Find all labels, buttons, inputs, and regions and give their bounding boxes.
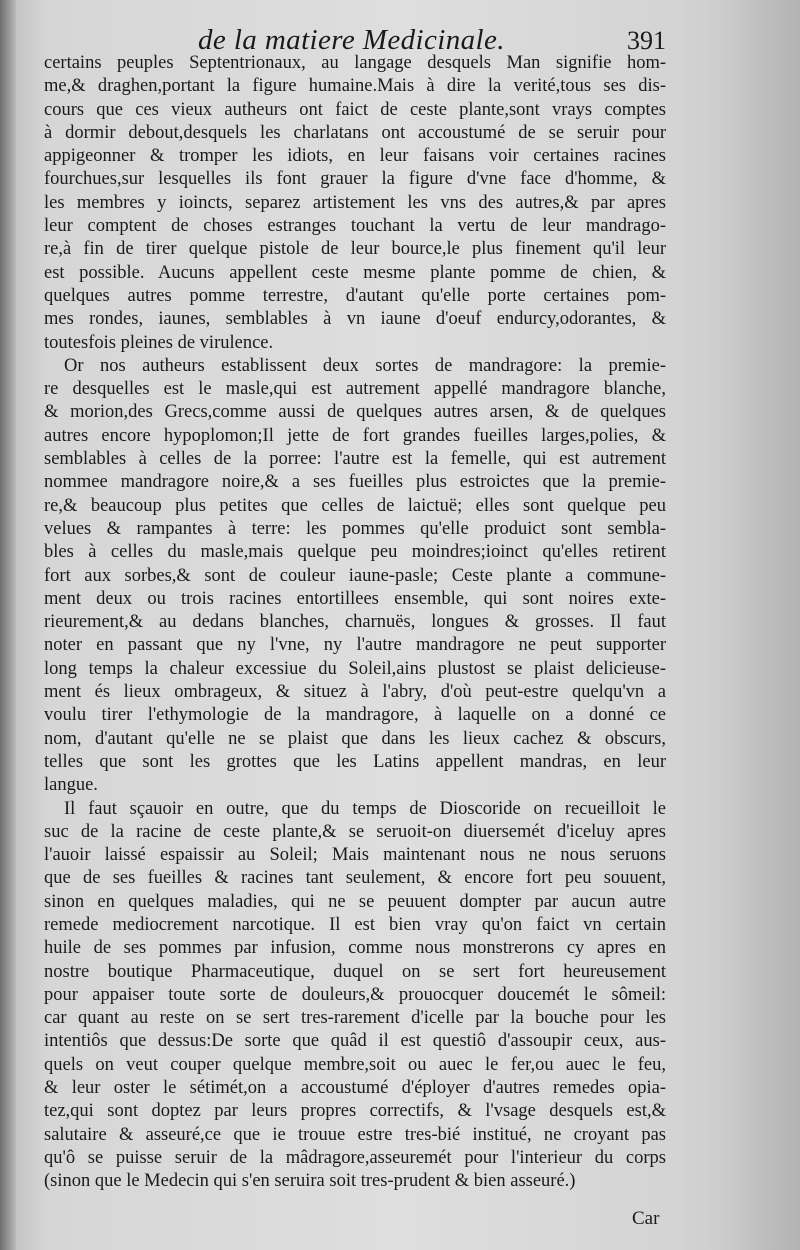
text-line: bles à celles du masle,mais quelque peu moindres;ioinct qu'elles retirent bbox=[44, 542, 666, 563]
text-line: est possible. Aucuns appellent ceste mesme plante pomme de chien, & bbox=[44, 262, 666, 283]
text-line: mes rondes, iaunes, semblables à vn iaune d'oeuf endurcy,odorantes, & bbox=[44, 309, 666, 330]
text-line: intentiôs que dessus:De sorte que quâd il est questiô d'assoupir ceux, aus- bbox=[44, 1031, 666, 1052]
text-line: leur comptent de choses estranges touchant la vertu de leur mandrago- bbox=[44, 216, 666, 237]
text-line: noter en passant que ny l'vne, ny l'autre mandragore ne peut supporter bbox=[44, 635, 666, 656]
paragraph-3 bbox=[44, 798, 666, 1194]
text-line: fort aux sorbes,& sont de couleur iaune-pasle; Ceste plante a commune- bbox=[44, 565, 666, 586]
body-text bbox=[44, 52, 666, 1194]
text-line: salutaire & asseuré,ce que ie trouue estre tres-bié institué, ne croyant pas bbox=[44, 1124, 666, 1145]
text-line: voulu tirer l'ethymologie de la mandragore, à laquelle on a donné ce bbox=[44, 705, 666, 726]
text-line: quels on veut couper quelque membre,soit ou auec le fer,ou auec le feu, bbox=[44, 1054, 666, 1075]
text-line: re,à fin de tirer quelque pistole de leur bource,le plus finement qu'il leur bbox=[44, 239, 666, 260]
page-header bbox=[0, 20, 800, 56]
text-line: que de ses fueilles & racines tant seulement, & encore fort peu souuent, bbox=[44, 868, 666, 889]
text-line: sinon en quelques maladies, qui ne se peuuent dompter par aucun autre bbox=[44, 891, 666, 912]
text-line: telles que sont les grottes que les Latins appellent mandras, en leur bbox=[44, 751, 666, 772]
text-line: qu'ô se puisse seruir de la mâdragore,asseuremét pour l'interieur du corps bbox=[44, 1147, 666, 1168]
text-line: l'auoir laissé espaissir au Soleil; Mais maintenant nous ne nous seruons bbox=[44, 845, 666, 866]
text-line: suc de la racine de ceste plante,& se seruoit-on diuersemét d'iceluy apres bbox=[44, 821, 666, 842]
page-edge-shadow bbox=[680, 0, 800, 1250]
text-line: les membres y ioincts, separez artistement les vns des autres,& par apres bbox=[44, 192, 666, 213]
text-line: quelques autres pomme terrestre, d'autant qu'elle porte certaines pom- bbox=[44, 285, 666, 306]
text-line: certains peuples Septentrionaux, au langage desquels Man signifie hom- bbox=[44, 53, 666, 73]
text-line: fourchues,sur lesquelles ils font grauer la figure d'vne face d'homme, & bbox=[44, 169, 666, 190]
text-line: nostre boutique Pharmaceutique, duquel on se sert fort heureusement bbox=[44, 961, 666, 982]
text-line: long temps la chaleur excessiue du Soleil,ains plustost se plaist delicieuse- bbox=[44, 658, 666, 679]
text-line: car quant au reste on se sert tres-rarement d'icelle par la bouche pour les bbox=[44, 1008, 666, 1029]
text-line: nom, d'autant qu'elle ne se plaist que dans les lieux cachez & obscurs, bbox=[44, 728, 666, 749]
text-line: velues & rampantes à terre: les pommes qu'elle produict sont sembla- bbox=[44, 518, 666, 539]
text-line: rieurement,& au dedans blanches, charnuës, longues & grosses. Il faut bbox=[44, 612, 666, 633]
text-line: & leur oster le sétimét,on a accoustumé d'éployer d'autres remedes opia- bbox=[44, 1078, 666, 1099]
text-line: (sinon que le Medecin qui s'en seruira soit tres-prudent & bien asseuré.) bbox=[44, 1171, 576, 1192]
text-line: langue. bbox=[44, 775, 98, 796]
text-line: Or nos autheurs establissent deux sortes de mandragore: la premie- bbox=[64, 355, 666, 376]
text-line: autres encore hypoplomon;Il jette de fort grandes fueilles larges,polies, & bbox=[44, 425, 666, 446]
text-line: tez,qui sont doptez par leurs propres correctifs, & l'vsage desquels est,& bbox=[44, 1101, 666, 1122]
text-line: à dormir debout,desquels les charlatans ont accoustumé de se seruir pour bbox=[44, 122, 666, 143]
text-line: cours que ces vieux autheurs ont faict de ceste plante,sont vrays comptes bbox=[44, 99, 666, 120]
binding-gutter bbox=[0, 0, 16, 1250]
text-line: re,& beaucoup plus petites que celles de laictuë; elles sont quelque peu bbox=[44, 495, 666, 516]
text-line: semblables à celles de la porree: l'autre est la femelle, qui est autrement bbox=[44, 449, 666, 470]
text-line: nommee mandragore noire,& a ses fueilles plus estroictes que la premie- bbox=[44, 472, 666, 493]
text-line: pour appaiser toute sorte de douleurs,& prouocquer doucemét le sômeil: bbox=[44, 984, 666, 1005]
text-line: ment deux ou trois racines entortillees ensemble, qui sont noires exte- bbox=[44, 588, 666, 609]
paragraph-2 bbox=[44, 355, 666, 798]
text-line: me,& draghen,portant la figure humaine.Mais à dire la verité,tous ses dis- bbox=[44, 76, 666, 97]
text-line: re desquelles est le masle,qui est autrement appellé mandragore blanche, bbox=[44, 379, 666, 400]
running-head: de la matiere Medicinale. bbox=[198, 24, 505, 56]
text-line: appigeonner & tromper les idiots, en leur faisans voir certaines racines bbox=[44, 146, 666, 167]
page-number: 391 bbox=[627, 26, 666, 55]
text-line: & morion,des Grecs,comme aussi de quelques autres arsen, & de quelques bbox=[44, 402, 666, 423]
text-line: ment és lieux ombrageux, & situez à l'abry, d'où peut-estre quelqu'vn a bbox=[44, 682, 666, 703]
paragraph-1 bbox=[44, 52, 666, 355]
text-line: toutesfois pleines de virulence. bbox=[44, 332, 274, 353]
text-line: huile de ses pommes par infusion, comme nous monstrerons cy apres en bbox=[44, 938, 666, 959]
catchword: Car bbox=[632, 1208, 660, 1229]
text-line: Il faut sçauoir en outre, que du temps de Dioscoride on recueilloit le bbox=[64, 798, 666, 819]
text-line: remede mediocrement narcotique. Il est bien vray qu'on faict vn certain bbox=[44, 914, 666, 935]
